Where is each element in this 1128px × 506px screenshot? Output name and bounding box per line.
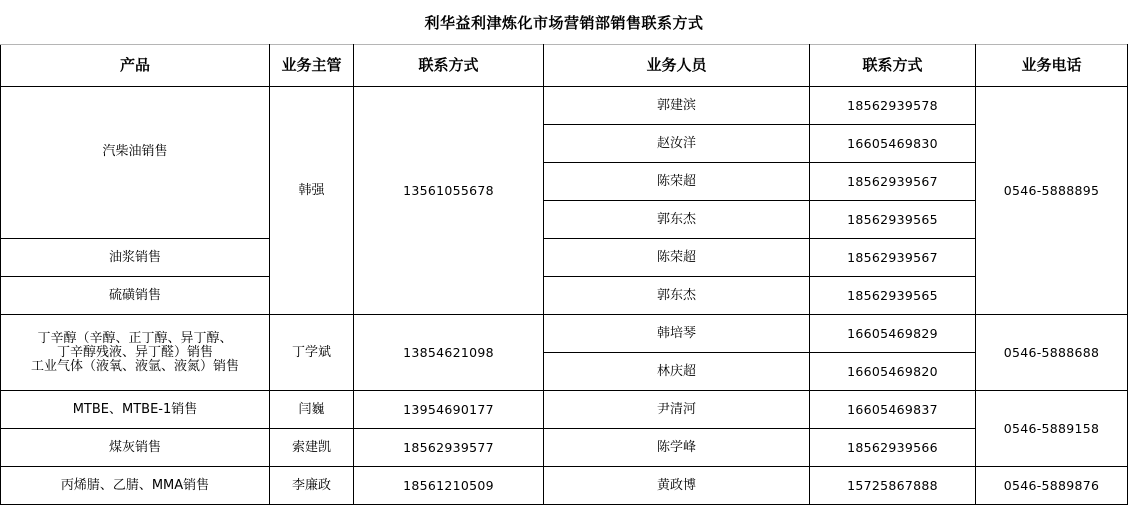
- header-row: [1, 45, 1128, 87]
- staff-contact-cell: 15725867888: [810, 467, 976, 505]
- staff-name-cell: 尹清河: [544, 391, 810, 429]
- staff-name-cell: 黄政博: [544, 467, 810, 505]
- product-cell: 油浆销售: [1, 239, 270, 277]
- header-staff-contact: 联系方式: [810, 45, 976, 87]
- staff-name-cell: 郭东杰: [544, 201, 810, 239]
- staff-contact-cell: 16605469820: [810, 353, 976, 391]
- product-cell-chemicals: [1, 315, 270, 391]
- supervisor-contact-cell: 18561210509: [354, 467, 544, 505]
- phone-cell: 0546-5888895: [976, 87, 1128, 315]
- product-line: 工业气体（液氧、液氩、液氮）销售: [30, 358, 239, 374]
- staff-name-cell: 陈荣超: [544, 163, 810, 201]
- supervisor-cell: 索建凯: [270, 429, 354, 467]
- product-line: 丁辛醇残液、异丁醛）销售: [56, 344, 213, 360]
- staff-contact-cell: 18562939566: [810, 429, 976, 467]
- header-phone: 业务电话: [976, 45, 1128, 87]
- table-row: [1, 429, 1128, 467]
- supervisor-contact-cell: 13954690177: [354, 391, 544, 429]
- product-cell: MTBE、MTBE-1销售: [1, 391, 270, 429]
- product-cell: 丙烯腈、乙腈、MMA销售: [1, 467, 270, 505]
- header-supervisor: 业务主管: [270, 45, 354, 87]
- staff-contact-cell: 16605469829: [810, 315, 976, 353]
- staff-name-cell: 赵汝洋: [544, 125, 810, 163]
- table-row: [1, 277, 1128, 315]
- table-row: [1, 391, 1128, 429]
- staff-contact-cell: 18562939567: [810, 163, 976, 201]
- staff-contact-cell: 18562939565: [810, 277, 976, 315]
- header-product: 产品: [1, 45, 270, 87]
- supervisor-contact-cell: 13854621098: [354, 315, 544, 391]
- staff-name-cell: 陈荣超: [544, 239, 810, 277]
- staff-name-cell: 陈学峰: [544, 429, 810, 467]
- supervisor-cell: 闫巍: [270, 391, 354, 429]
- table-row: [1, 467, 1128, 505]
- staff-contact-cell: 16605469837: [810, 391, 976, 429]
- supervisor-cell: 韩强: [270, 87, 354, 315]
- contact-table: [0, 44, 1128, 505]
- sheet-title: 利华益利津炼化市场营销部销售联系方式: [424, 13, 704, 32]
- staff-contact-cell: 16605469830: [810, 125, 976, 163]
- supervisor-cell: 丁学斌: [270, 315, 354, 391]
- supervisor-contact-cell: 18562939577: [354, 429, 544, 467]
- phone-cell: 0546-5889876: [976, 467, 1128, 505]
- product-line: 丁辛醇（辛醇、正丁醇、异丁醇、: [37, 330, 233, 346]
- phone-cell: 0546-5889158: [976, 391, 1128, 467]
- staff-name-cell: 郭建滨: [544, 87, 810, 125]
- table-row: [1, 239, 1128, 277]
- product-cell: 汽柴油销售: [1, 87, 270, 239]
- staff-contact-cell: 18562939567: [810, 239, 976, 277]
- header-supervisor-contact: 联系方式: [354, 45, 544, 87]
- supervisor-contact-cell: 13561055678: [354, 87, 544, 315]
- staff-name-cell: 郭东杰: [544, 277, 810, 315]
- staff-contact-cell: 18562939565: [810, 201, 976, 239]
- phone-cell: 0546-5888688: [976, 315, 1128, 391]
- product-cell: 煤灰销售: [1, 429, 270, 467]
- staff-name-cell: 林庆超: [544, 353, 810, 391]
- product-cell: 硫磺销售: [1, 277, 270, 315]
- header-staff: 业务人员: [544, 45, 810, 87]
- supervisor-cell: 李廉政: [270, 467, 354, 505]
- staff-contact-cell: 18562939578: [810, 87, 976, 125]
- table-row: [1, 87, 1128, 125]
- staff-name-cell: 韩培琴: [544, 315, 810, 353]
- table-row: [1, 315, 1128, 353]
